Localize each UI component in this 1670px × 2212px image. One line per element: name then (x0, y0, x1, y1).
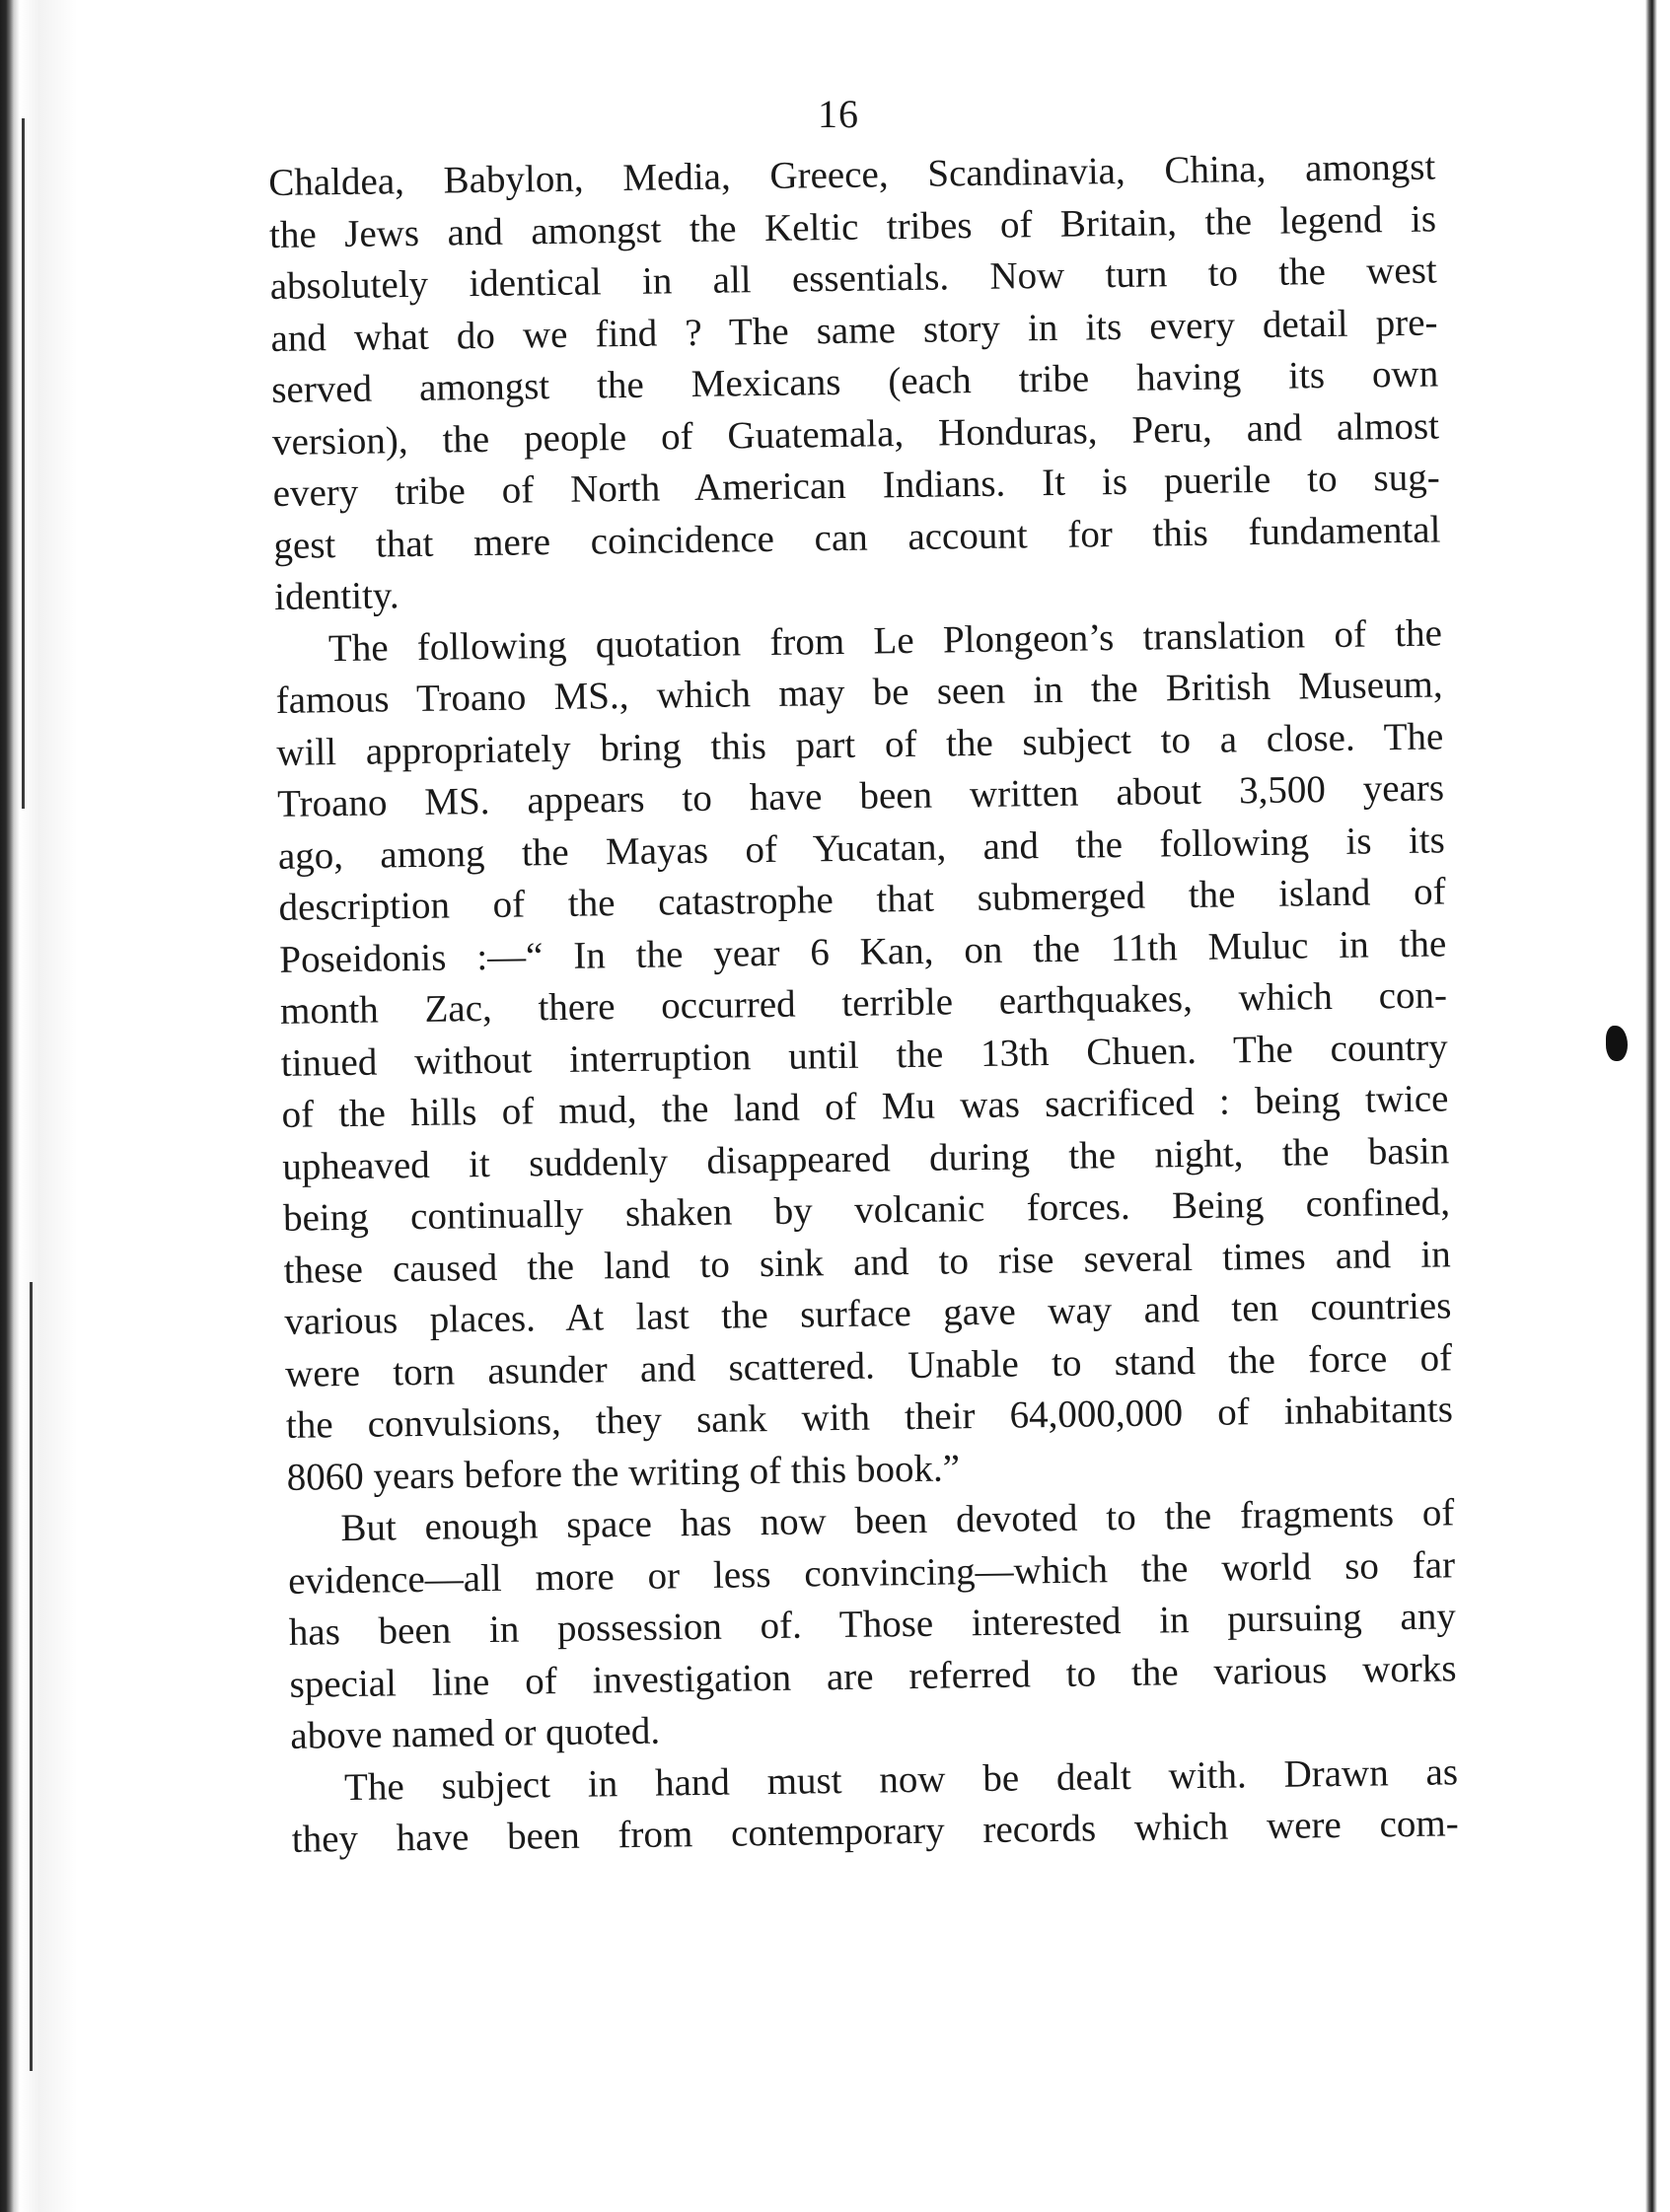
text-line: tinued without interruption until the 13th Chuen. The country (280, 1025, 1449, 1085)
text-line: gest that mere coincidence can account for this fundamental (273, 507, 1441, 567)
scan-right-edge (1628, 0, 1670, 2212)
text-line: above named or quoted. (290, 1709, 661, 1757)
text-line: Chaldea, Babylon, Media, Greece, Scandinavia, China, amongst (268, 145, 1436, 204)
text-line: version), the people of Guatemala, Honduras, Peru, and almost (271, 403, 1440, 464)
text-line: the convulsions, they sank with their 64,000,000 of inhabitants (285, 1388, 1454, 1447)
text-line: of the hills of mud, the land of Mu was sacrificed : being twice (281, 1077, 1449, 1136)
page-number: 16 (818, 92, 859, 136)
text-line: has been in possession of. Those interested in pursuing any (288, 1595, 1457, 1654)
text-line: being continually shaken by volcanic forces. Being confined, (282, 1180, 1451, 1240)
text-line: every tribe of North American Indians. It is puerile to sug- (272, 456, 1440, 515)
ink-blot (1606, 1026, 1628, 1061)
text-line: evidence—all more or less convincing—which the world so far (287, 1542, 1456, 1603)
text-line: Poseidonis :—“ In the year 6 Kan, on the 11th Muluc in the (279, 921, 1447, 981)
body-text (268, 141, 1459, 1866)
text-line: identity. (273, 574, 399, 618)
scan-streak (22, 118, 25, 809)
text-line: ago, among the Mayas of Yucatan, and the following is its (277, 818, 1446, 878)
text-line: served amongst the Mexicans (each tribe having its own (270, 352, 1439, 411)
text-line: description of the catastrophe that submerged the island of (278, 870, 1446, 929)
text-line: famous Troano MS., which may be seen in the British Museum, (275, 663, 1443, 722)
text-line: and what do we find ? The same story in its every detail pre- (270, 300, 1438, 360)
text-line: were torn asunder and scattered. Unable to stand the force of (284, 1335, 1453, 1395)
text-line: Troano MS. appears to have been written about 3,500 years (276, 766, 1445, 825)
text-line: these caused the land to sink and to rise several times and in (283, 1232, 1451, 1292)
text-line: 8060 years before the writing of this book.” (286, 1446, 961, 1499)
text-line: special line of investigation are referred to the various works (289, 1646, 1457, 1706)
text-line: But enough space has now been devoted to the fragments of (340, 1491, 1455, 1550)
text-line: The following quotation from Le Plongeon’s translation of the (327, 610, 1443, 670)
text-line: The subject in hand must now be dealt with. Drawn as (343, 1749, 1459, 1809)
text-line: upheaved it suddenly disappeared during the night, the basin (281, 1128, 1450, 1188)
text-line: month Zac, there occurred terrible earthquakes, which con- (279, 973, 1448, 1033)
text-line: will appropriately bring this part of the subject to a close. The (276, 714, 1444, 774)
text-line: they have been from contemporary records which were com- (291, 1802, 1459, 1861)
scan-streak (30, 1282, 33, 2071)
text-line: the Jews and amongst the Keltic tribes of Britain, the legend is (268, 196, 1437, 256)
text-line: various places. At last the surface gave way and ten countries (284, 1284, 1452, 1343)
scan-left-edge (0, 0, 77, 2212)
text-line: absolutely identical in all essentials. Now turn to the west (269, 249, 1438, 308)
